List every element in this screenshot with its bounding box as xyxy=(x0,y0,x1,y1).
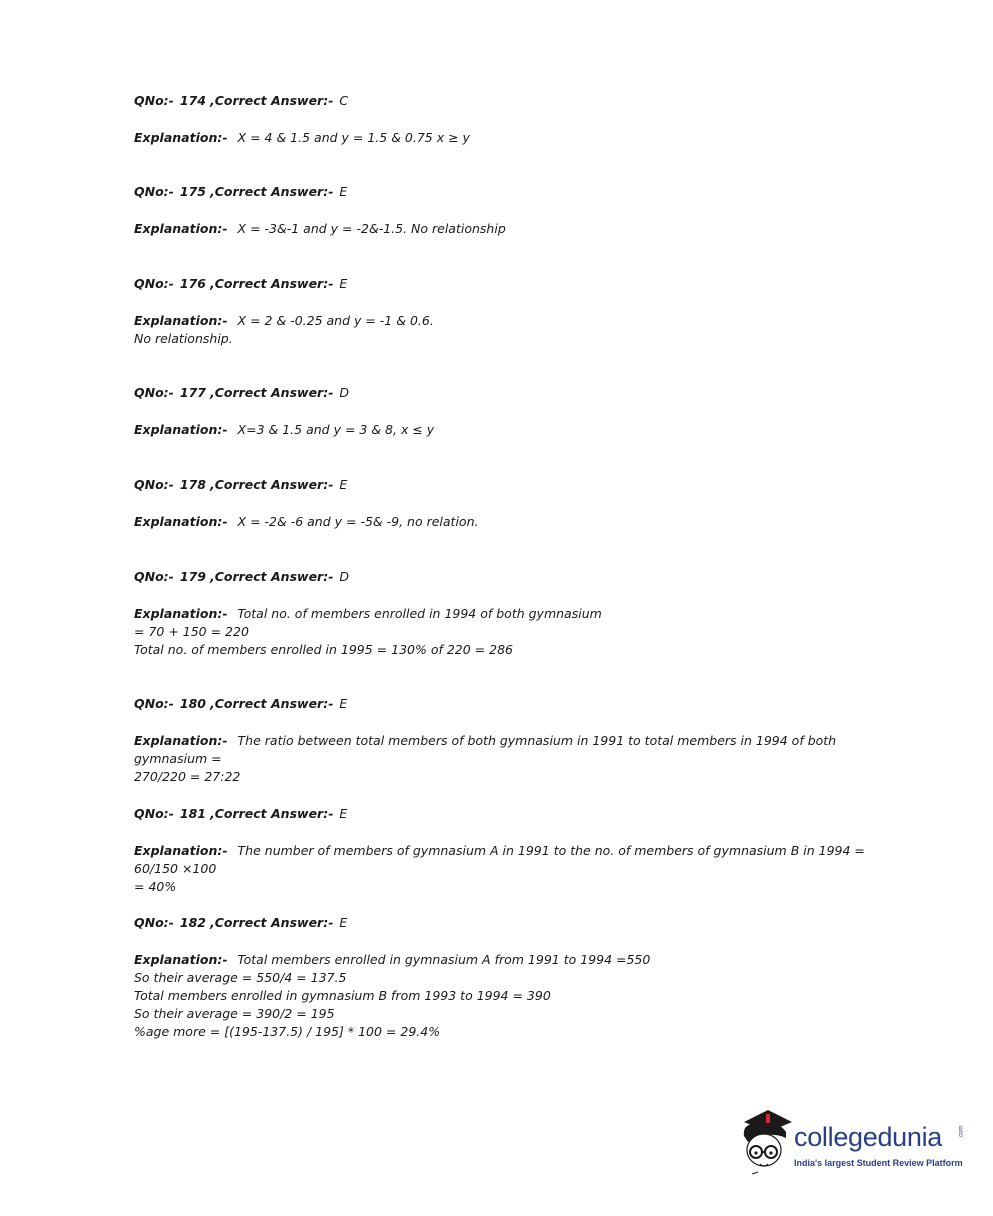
explanation-label: Explanation:- xyxy=(134,843,228,858)
explanation-line: Total members enrolled in gymnasium A from 1991 to 1994 =550 xyxy=(237,952,651,967)
question-header xyxy=(134,92,894,110)
question-number: 178 xyxy=(179,477,206,492)
question-header xyxy=(134,275,894,293)
correct-answer-value: E xyxy=(339,696,348,711)
explanation xyxy=(134,605,894,659)
explanation-line: Total no. of members enrolled in 1994 of both gymnasium xyxy=(237,606,602,621)
explanation-line: Total no. of members enrolled in 1995 = 130% of 220 = 286 xyxy=(134,642,513,657)
explanation-line: Total members enrolled in gymnasium B from 1993 to 1994 = 390 xyxy=(134,988,551,1003)
question-number: 176 xyxy=(179,276,206,291)
correct-answer-label: ,Correct Answer:- xyxy=(209,696,334,711)
question-block-179 xyxy=(134,568,894,657)
correct-answer-label: ,Correct Answer:- xyxy=(209,93,334,108)
question-number: 182 xyxy=(179,915,206,930)
question-header xyxy=(134,476,894,494)
correct-answer-value: E xyxy=(339,184,348,199)
question-number: 179 xyxy=(179,569,206,584)
question-block-177 xyxy=(134,384,894,437)
explanation xyxy=(134,312,894,348)
question-block-174 xyxy=(134,92,894,145)
correct-answer-label: ,Correct Answer:- xyxy=(209,569,334,584)
question-block-176 xyxy=(134,275,894,346)
explanation-line: = 70 + 150 = 220 xyxy=(134,624,249,639)
qno-label: QNo:- xyxy=(134,477,174,492)
explanation-label: Explanation:- xyxy=(134,313,228,328)
correct-answer-label: ,Correct Answer:- xyxy=(209,915,334,930)
question-header xyxy=(134,384,894,402)
qno-label: QNo:- xyxy=(134,276,174,291)
question-block-181 xyxy=(134,805,894,894)
explanation xyxy=(134,951,894,1041)
explanation-label: Explanation:- xyxy=(134,733,228,748)
correct-answer-label: ,Correct Answer:- xyxy=(209,385,334,400)
question-block-175 xyxy=(134,183,894,236)
correct-answer-value: E xyxy=(339,276,348,291)
brand-domain: .com xyxy=(958,1125,965,1139)
explanation-line: %age more = [(195-137.5) / 195] * 100 = 29.4% xyxy=(134,1024,441,1039)
explanation-label: Explanation:- xyxy=(134,514,228,529)
explanation-label: Explanation:- xyxy=(134,952,228,967)
explanation xyxy=(134,842,894,896)
question-number: 175 xyxy=(179,184,206,199)
explanation-label: Explanation:- xyxy=(134,221,228,236)
qno-label: QNo:- xyxy=(134,385,174,400)
explanation xyxy=(134,513,894,531)
question-number: 181 xyxy=(179,806,206,821)
question-number: 177 xyxy=(179,385,206,400)
question-header xyxy=(134,568,894,586)
correct-answer-value: E xyxy=(339,915,348,930)
explanation-line: X=3 & 1.5 and y = 3 & 8, x ≤ y xyxy=(237,422,435,437)
explanation-label: Explanation:- xyxy=(134,130,228,145)
explanation-line: X = -2& -6 and y = -5& -9, no relation. xyxy=(237,514,479,529)
explanation xyxy=(134,220,894,238)
brand-tagline: India's largest Student Review Platform xyxy=(794,1158,963,1168)
question-header xyxy=(134,183,894,201)
explanation-line: So their average = 390/2 = 195 xyxy=(134,1006,335,1021)
explanation xyxy=(134,129,894,147)
correct-answer-value: E xyxy=(339,806,348,821)
correct-answer-label: ,Correct Answer:- xyxy=(209,806,334,821)
explanation-line: = 40% xyxy=(134,879,177,894)
explanation-line: So their average = 550/4 = 137.5 xyxy=(134,970,347,985)
question-header xyxy=(134,914,894,932)
question-header xyxy=(134,695,894,713)
qno-label: QNo:- xyxy=(134,696,174,711)
question-header xyxy=(134,805,894,823)
question-block-178 xyxy=(134,476,894,529)
explanation xyxy=(134,732,894,786)
explanation-label: Explanation:- xyxy=(134,606,228,621)
correct-answer-label: ,Correct Answer:- xyxy=(209,477,334,492)
question-number: 174 xyxy=(179,93,206,108)
student-mascot-icon xyxy=(738,1108,794,1178)
qno-label: QNo:- xyxy=(134,806,174,821)
collegedunia-logo xyxy=(738,1108,968,1178)
correct-answer-value: E xyxy=(339,477,348,492)
explanation-line: X = 2 & -0.25 and y = -1 & 0.6. xyxy=(237,313,434,328)
qno-label: QNo:- xyxy=(134,184,174,199)
explanation-line: The number of members of gymnasium A in 1991 to the no. of members of gymnasium B in 1994 = 60/150 ×100 xyxy=(134,843,865,876)
qno-label: QNo:- xyxy=(134,915,174,930)
correct-answer-value: D xyxy=(339,569,350,584)
question-block-182 xyxy=(134,914,894,1039)
correct-answer-label: ,Correct Answer:- xyxy=(209,276,334,291)
question-block-180 xyxy=(134,695,894,784)
qno-label: QNo:- xyxy=(134,93,174,108)
explanation-line: No relationship. xyxy=(134,331,233,346)
explanation-label: Explanation:- xyxy=(134,422,228,437)
correct-answer-label: ,Correct Answer:- xyxy=(209,184,334,199)
correct-answer-value: C xyxy=(339,93,349,108)
explanation-line: X = 4 & 1.5 and y = 1.5 & 0.75 x ≥ y xyxy=(237,130,470,145)
brand-name: collegedunia xyxy=(794,1122,943,1152)
explanation-line: X = -3&-1 and y = -2&-1.5. No relationship xyxy=(237,221,506,236)
explanation-line: The ratio between total members of both gymnasium in 1991 to total members in 1994 of both gymnasium = xyxy=(134,733,837,766)
qno-label: QNo:- xyxy=(134,569,174,584)
explanation-line: 270/220 = 27:22 xyxy=(134,769,241,784)
question-number: 180 xyxy=(179,696,206,711)
explanation xyxy=(134,421,894,439)
correct-answer-value: D xyxy=(339,385,350,400)
